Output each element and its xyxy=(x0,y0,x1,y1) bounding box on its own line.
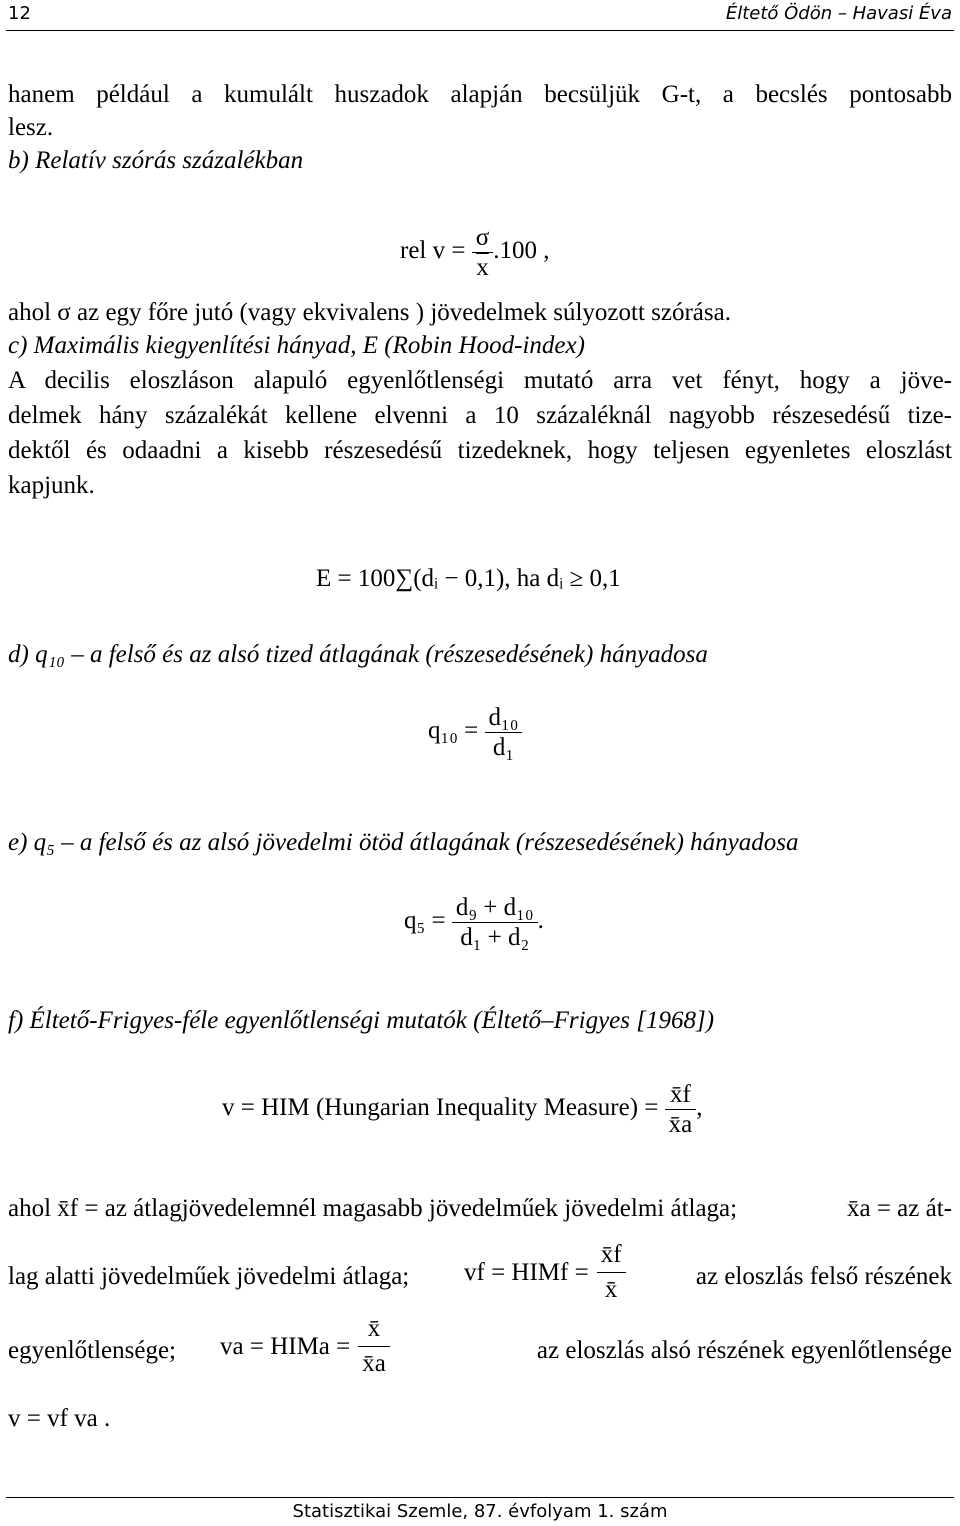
inline-equation xyxy=(464,1240,626,1305)
text-run: lag alatti jövedelműek jövedelmi átlaga; xyxy=(8,1263,410,1290)
fraction xyxy=(665,1082,697,1137)
equation-lhs: q₅ = xyxy=(404,907,446,935)
text-run: x̄a = az át- xyxy=(846,1195,952,1222)
fraction-numerator: x̄ xyxy=(358,1314,390,1347)
running-header-authors: Éltető Ödön – Havasi Éva xyxy=(725,3,952,24)
paragraph-line: kapjunk. xyxy=(8,472,95,499)
equation-tail: .100 , xyxy=(493,237,550,265)
fraction-denominator: d₁ xyxy=(492,734,515,761)
fraction-numerator: d₉ + d₁₀ xyxy=(452,895,538,923)
equation-tail: . xyxy=(537,907,544,935)
fraction-denominator: x̄a xyxy=(362,1350,386,1377)
section-heading-f: f) Éltető-Frigyes-féle egyenlőtlenségi mutatók (Éltető–Frigyes [1968]) xyxy=(8,1007,715,1034)
paragraph-line: delmek hány százalékát kellene elvenni a 10 százaléknál nagyobb részesedésű tize- xyxy=(8,402,952,429)
fraction xyxy=(597,1240,626,1305)
fraction-denominator: x̄ xyxy=(604,1276,618,1303)
text-run: egyenlőtlensége; xyxy=(8,1337,176,1364)
equation-lhs: va = HIMa = xyxy=(220,1332,351,1360)
fraction xyxy=(452,895,538,950)
equation-robin-hood: E = 100∑(dᵢ − 0,1), ha dᵢ ≥ 0,1 xyxy=(316,565,621,592)
fraction xyxy=(472,225,493,280)
paragraph-line: lesz. xyxy=(8,114,54,141)
equation-lhs: v = HIM (Hungarian Inequality Measure) = xyxy=(222,1094,659,1122)
paragraph-line: v = vf va . xyxy=(8,1405,111,1432)
paragraph-line xyxy=(8,1315,952,1377)
paragraph-line: ahol σ az egy főre jutó (vagy ekvivalens ) jövedelmek súlyozott szórása. xyxy=(8,299,731,326)
footer-rule xyxy=(6,1497,954,1498)
running-footer: Statisztikai Szemle, 87. évfolyam 1. szám xyxy=(292,1501,668,1522)
equation-q5 xyxy=(404,895,544,950)
fraction-numerator: x̄f xyxy=(597,1240,626,1273)
running-header xyxy=(0,0,960,30)
equation-relative-std xyxy=(400,225,549,280)
section-heading-b: b) Relatív szórás százalékban xyxy=(8,147,304,174)
paragraph-line xyxy=(8,1241,952,1303)
fraction-denominator: x̄a xyxy=(668,1111,693,1138)
fraction-denominator: x xyxy=(476,254,489,281)
inline-equation xyxy=(220,1314,390,1379)
paragraph-line: A decilis eloszláson alapuló egyenlőtlenségi mutató arra vet fényt, hogy a jöve- xyxy=(8,367,952,394)
text-run: az eloszlás felső részének xyxy=(695,1263,952,1290)
section-heading-e: e) q₅ – a felső és az alsó jövedelmi ötöd átlagának (részesedésének) hányadosa xyxy=(8,829,799,856)
equation-lhs: q₁₀ = xyxy=(428,717,479,745)
paragraph-line xyxy=(8,1194,952,1224)
fraction xyxy=(485,705,523,760)
equation-him xyxy=(222,1082,703,1137)
fraction xyxy=(358,1314,390,1379)
section-heading-d: d) q₁₀ – a felső és az alsó tized átlagának (részesedésének) hányadosa xyxy=(8,641,708,668)
text-run: az eloszlás alsó részének egyenlőtlensége xyxy=(536,1337,952,1364)
equation-lhs: rel v = xyxy=(400,237,466,265)
paragraph-line: hanem például a kumulált huszadok alapján becsüljük G-t, a becslés pontosabb xyxy=(8,81,952,108)
paragraph-line: dektől és odaadni a kisebb részesedésű tizedeknek, hogy teljesen egyenletes eloszlást xyxy=(8,437,952,464)
equation-lhs: vf = HIMf = xyxy=(464,1258,589,1286)
fraction-numerator: σ xyxy=(472,225,493,253)
fraction-numerator: x̄f xyxy=(665,1082,697,1110)
text-run: ahol x̄f = az átlagjövedelemnél magasabb jövedelműek jövedelmi átlaga; xyxy=(8,1195,738,1222)
section-heading-c: c) Maximális kiegyenlítési hányad, E (Robin Hood-index) xyxy=(8,332,585,359)
equation-q10 xyxy=(428,705,522,760)
header-rule xyxy=(6,30,954,31)
fraction-numerator: d₁₀ xyxy=(485,705,523,733)
page-number: 12 xyxy=(8,3,31,24)
fraction-denominator: d₁ + d₂ xyxy=(460,924,530,951)
equation-tail: , xyxy=(696,1094,703,1122)
